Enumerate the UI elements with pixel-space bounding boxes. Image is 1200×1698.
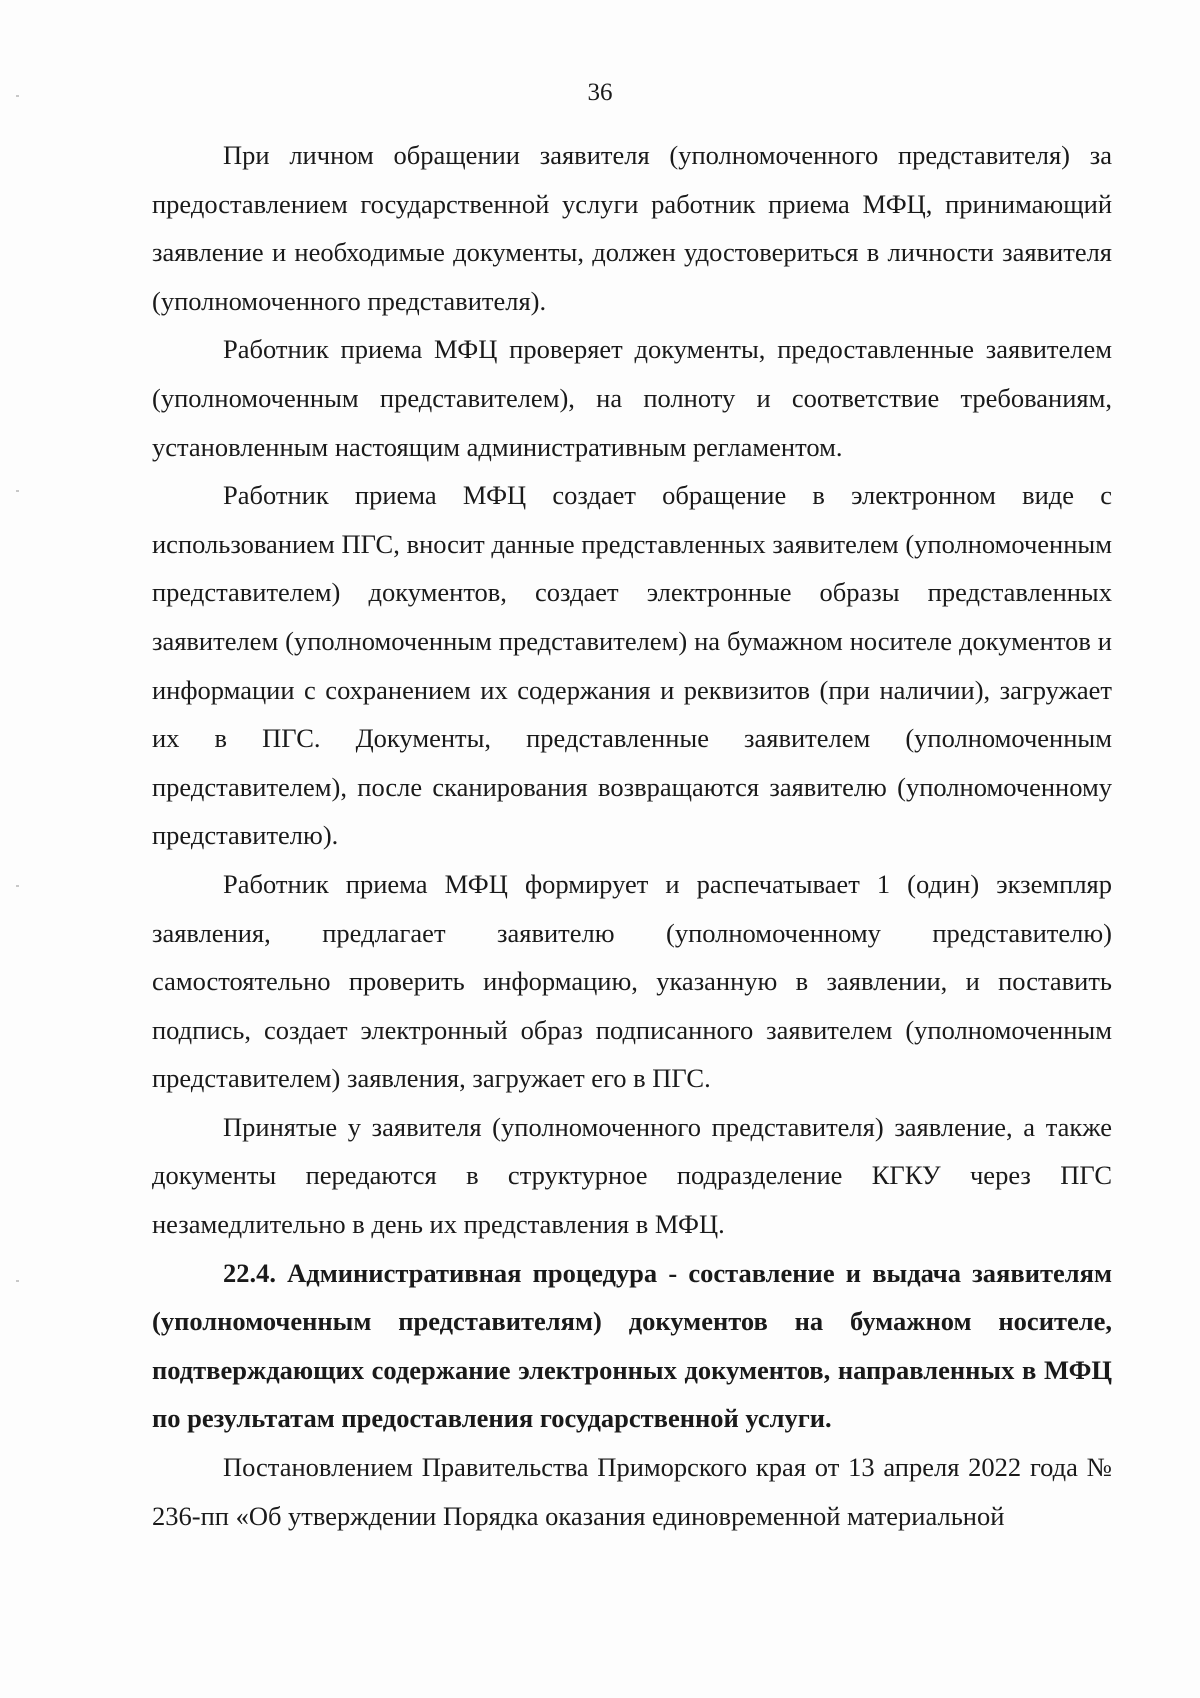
paragraph: Работник приема МФЦ проверяет документы, предоставленные заявителем (уполномоченным представителем), на полноту и соответствие требованиям, установленным настоящим административным регламентом. xyxy=(152,334,1112,462)
scan-artifact xyxy=(16,1280,19,1282)
document-body xyxy=(152,131,1112,1540)
scan-artifact xyxy=(16,490,19,492)
paragraph: Постановлением Правительства Приморского края от 13 апреля 2022 года № 236-пп «Об утверждении Порядка оказания единовременной материальной xyxy=(152,1452,1112,1531)
page-number: 36 xyxy=(587,79,613,106)
paragraph: Принятые у заявителя (уполномоченного представителя) заявление, а также документы передаются в структурное подразделение КГКУ через ПГС незамедлительно в день их представления в МФЦ. xyxy=(152,1111,1112,1240)
scan-artifact xyxy=(16,885,19,887)
section-heading: 22.4. Административная процедура - составление и выдача заявителям (уполномоченным представителям) документов на бумажном носителе, подтверждающих содержание электронных документов, направленных в МФЦ по результатам предоставления государственной услуги. xyxy=(152,1257,1112,1434)
paragraph: При личном обращении заявителя (уполномоченного представителя) за предоставлением государственной услуги работник приема МФЦ, принимающий заявление и необходимые документы, должен удостовериться в личности заявителя (уполномоченного представителя). xyxy=(152,140,1112,316)
paragraph: Работник приема МФЦ формирует и распечатывает 1 (один) экземпляр заявления, предлагает заявителю (уполномоченному представителю) самостоятельно проверить информацию, указанную в заявлении, и поставить подпись, создает электронный образ подписанного заявителем (уполномоченным представителем) заявления, загружает его в ПГС. xyxy=(152,868,1112,1094)
paragraph: Работник приема МФЦ создает обращение в электронном виде с использованием ПГС, вносит данные представленных заявителем (уполномоченным представителем) документов, создает электронные образы представленных заявителем (уполномоченным представителем) на бумажном носителе документов и информации с сохранением их содержания и реквизитов (при наличии), загружает их в ПГС. Документы, представленные заявителем (уполномоченным представителем), после сканирования возвращаются заявителю (уполномоченному представителю). xyxy=(152,480,1112,851)
